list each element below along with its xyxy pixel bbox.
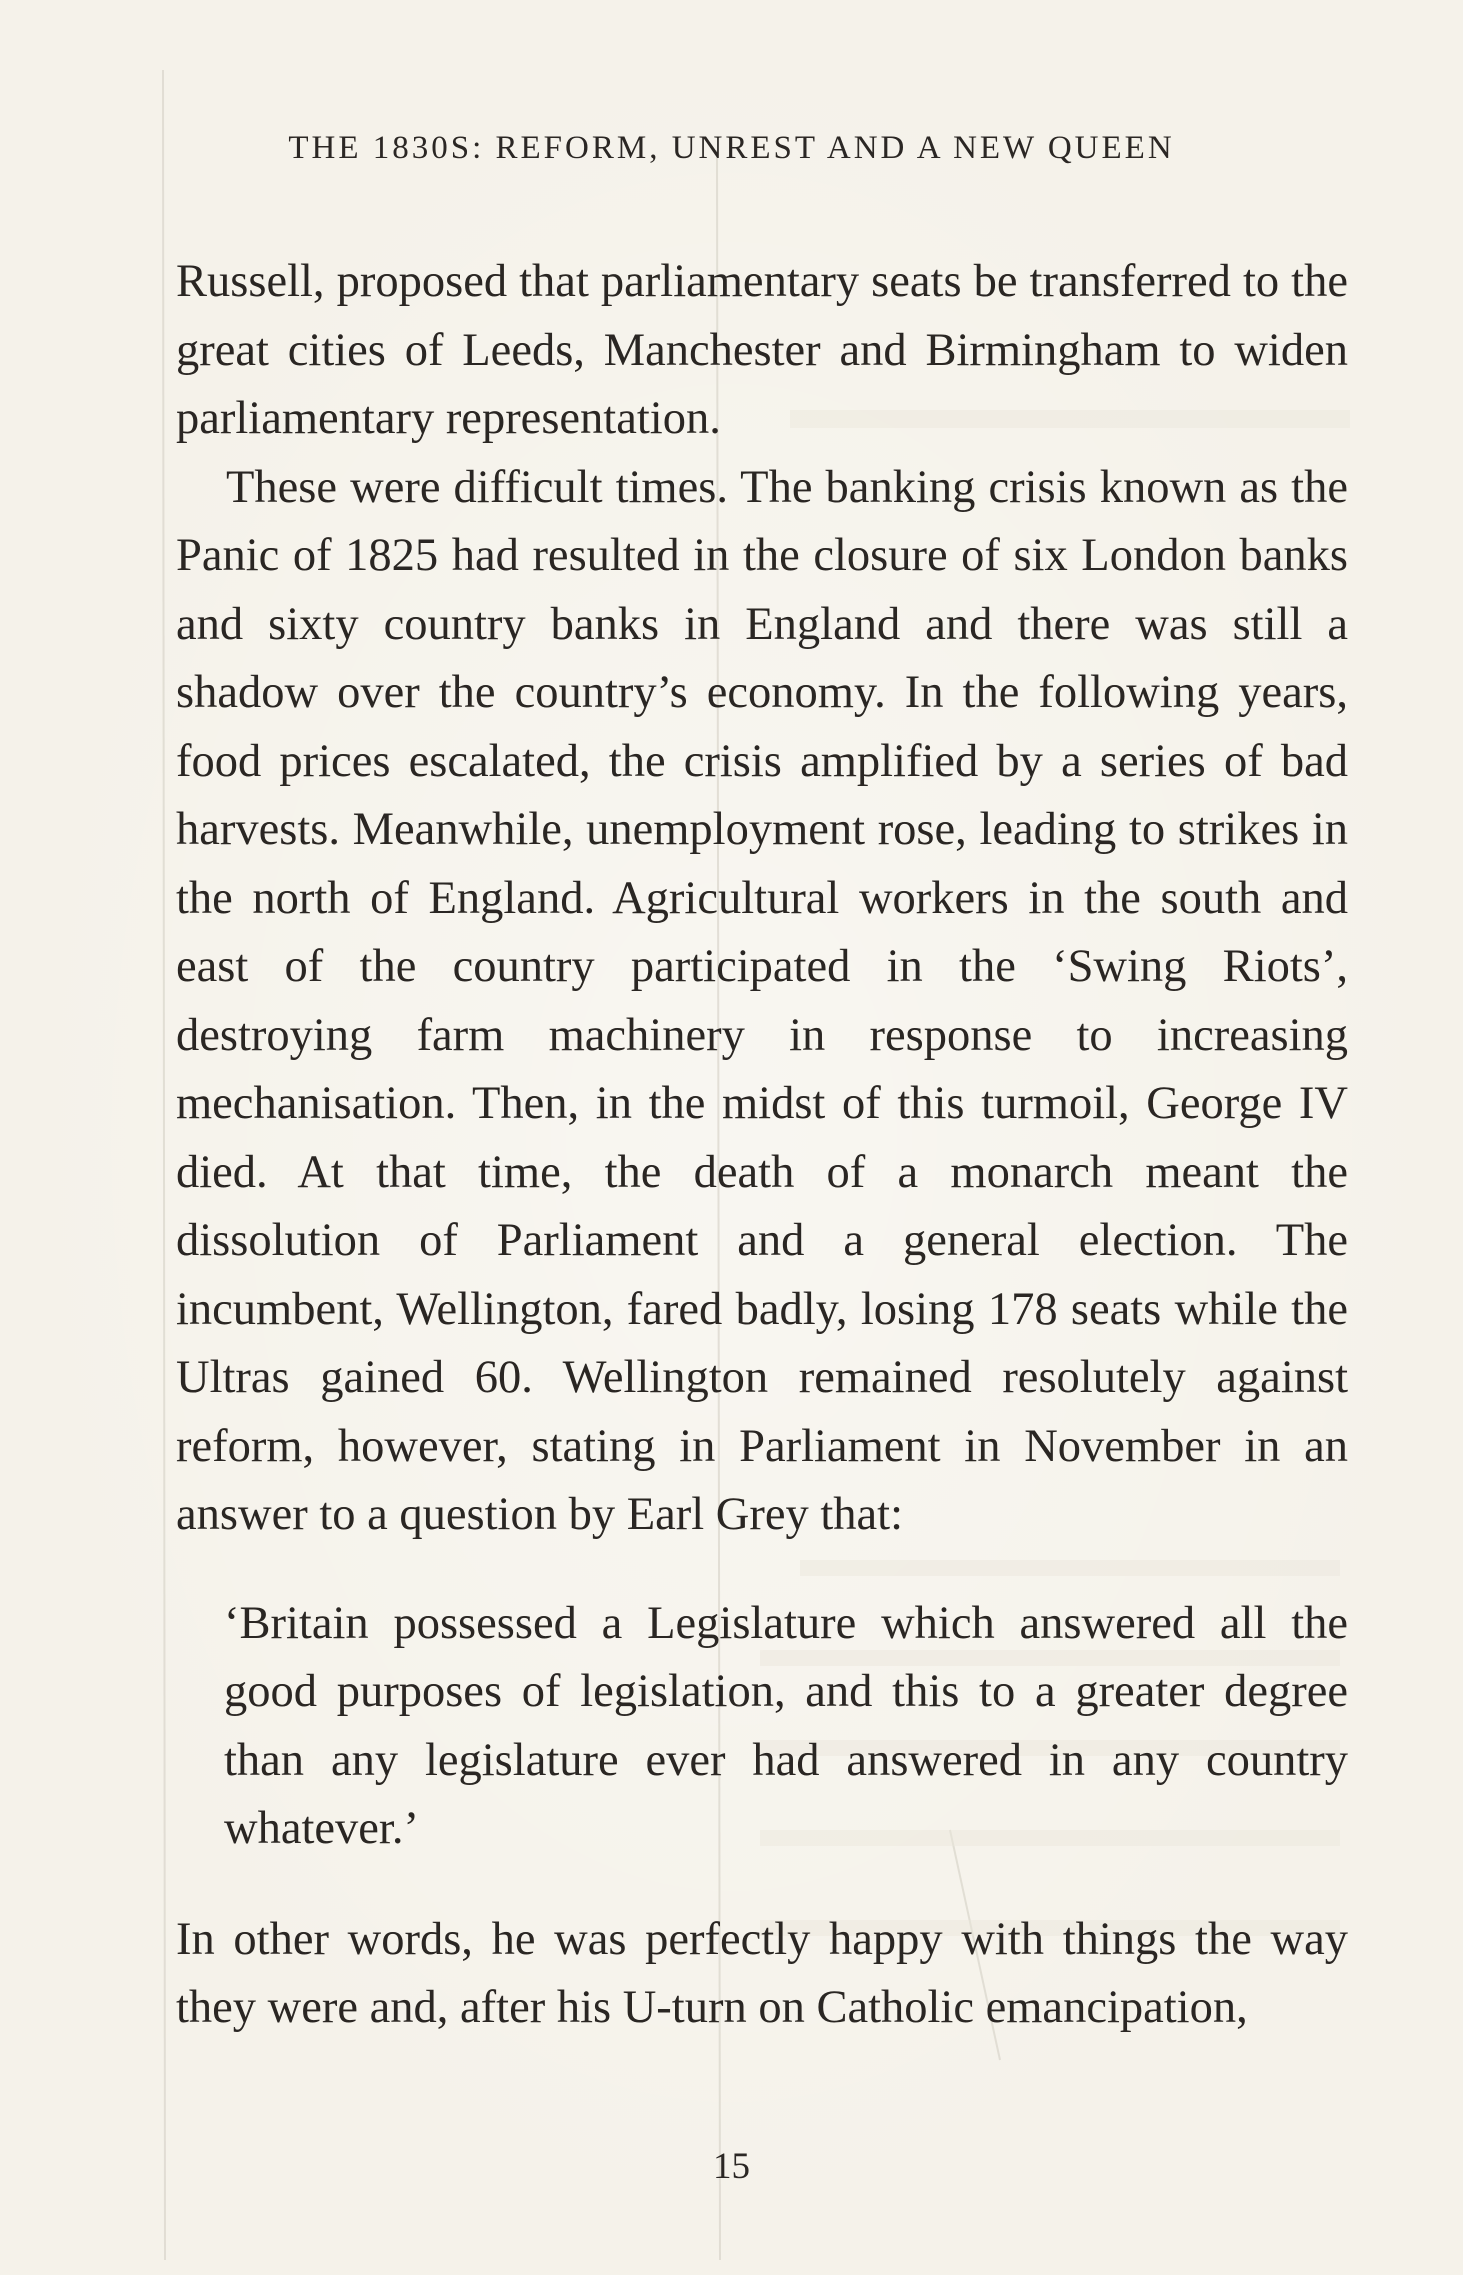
paragraph-3: In other words, he was perfectly happy with things the way they were and, after his U-turn on Catholic emancipation, — [176, 1913, 1348, 2033]
paragraph-2: These were difficult times. The banking crisis known as the Panic of 1825 had resulted in the closure of six London banks and sixty country banks in England and there was still a shadow over the country’s economy. In the following years, food prices escalated, the crisis amplified by a series of bad harvests. Meanwhile, unemployment rose, leading to strikes in the north of England. Agricultural workers in the south and east of the country participated in the ‘Swing Riots’, destroying farm machinery in response to increasing mechanisation. Then, in the midst of this turmoil, George IV died. At that time, the death of a monarch meant the dissolution of Parliament and a general election. The incumbent, Wellington, fared badly, losing 178 seats while the Ultras gained 60. Wellington remained resolutely against reform, however, stating in Parliament in November in an answer to a question by Earl Grey that: — [176, 461, 1348, 1540]
block-quote: ‘Britain possessed a Legislature which answered all the good purposes of legislation, and this to a greater degree than any legislature ever had answered in any country whatever.’ — [224, 1597, 1348, 1854]
body-text — [176, 248, 1348, 2043]
paragraph-1: Russell, proposed that parliamentary seats be transferred to the great cities of Leeds, Manchester and Birmingham to widen parliamentary representation. — [176, 256, 1348, 444]
page-number: 15 — [713, 2146, 750, 2187]
running-head: THE 1830S: REFORM, UNREST AND A NEW QUEEN — [288, 130, 1175, 166]
